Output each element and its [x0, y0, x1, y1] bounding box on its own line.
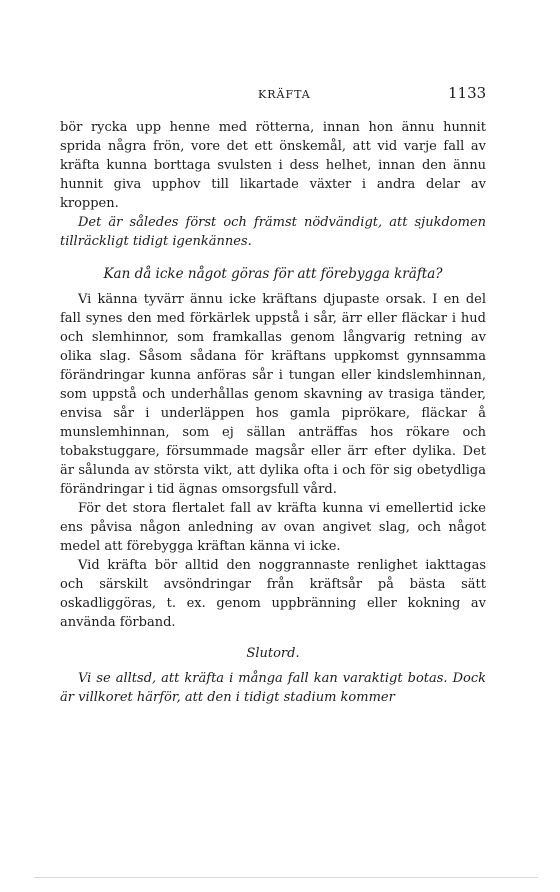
page-header: [0, 84, 560, 106]
section-heading-conclusion: Slutord.: [246, 646, 300, 661]
paragraph-continuation: bör rycka upp henne med rötterna, innan hon ännu hunnit sprida några frön, vore det ett önskemål, att vid varje fall av kräfta kunna borttaga svulsten i dess helhet, innan den ännu hunnit giva upphov till likartade växter i andra delar av kroppen.: [60, 120, 486, 211]
running-head: KRÄFTA: [258, 88, 311, 101]
page-edge-line: [34, 877, 538, 878]
page-number: 1133: [448, 84, 487, 102]
paragraph-causes: Vi känna tyvärr ännu icke kräftans djupaste orsak. I en del fall synes den med förkärlek uppstå i sår, ärr eller fläckar i hud och slemhinnor, som framkallas genom långvarig retning av olika slag. Såsom sådana för kräftans uppkomst gynnsamma förändringar kunna anföras sår i tungan eller kindslemhinnan, som uppstå och underhållas genom skavning av trasiga tänder, envisa sår i underläppen hos gamla piprökare, fläckar å munslemhinnan, som ej sällan anträffas hos rökare och tobakstuggare, försummade magsår eller ärr efter dylika. Det är sålunda av största vikt, att dylika ofta i och för sig obetydliga förändringar i tid ägnas omsorgsfull vård.: [60, 292, 486, 497]
section-heading-prevention: Kan då icke något göras för att förebygga kräfta?: [103, 266, 443, 282]
paragraph-conclusion: Vi se alltsd, att kräfta i många fall kan varaktigt botas. Dock är villkoret härför, att den i tidigt stadium kommer: [60, 671, 486, 705]
paragraph-emphasis: Det är således först och främst nödvändigt, att sjukdomen tillräckligt tidigt igenkännes.: [60, 215, 486, 249]
paragraph-hygiene: Vid kräfta bör alltid den noggrannaste renlighet iakttagas och särskilt avsöndringar från kräftsår på bästa sätt oskadliggöras, t. ex. genom uppbränning eller kokning av använda förband.: [60, 558, 486, 630]
body-text: [60, 118, 486, 707]
paragraph-majority: För det stora flertalet fall av kräfta kunna vi emellertid icke ens påvisa någon anledning av ovan angivet slag, och något medel att förebygga kräftan känna vi icke.: [60, 501, 486, 554]
